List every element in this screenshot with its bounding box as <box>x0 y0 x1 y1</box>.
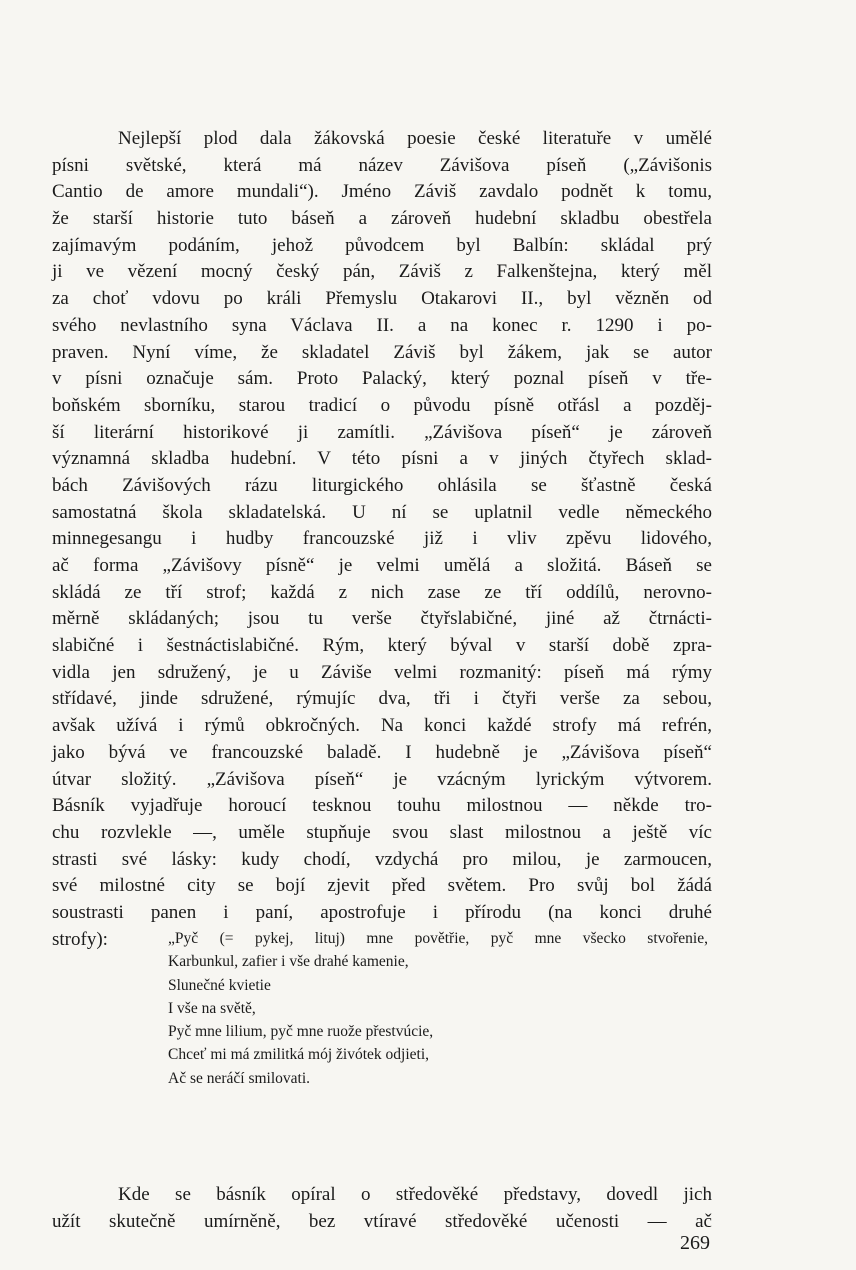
verse-line: Slunečné kvietie <box>168 976 271 994</box>
text-line: svého nevlastního syna Václava II. a na konec r. 1290 i po- <box>52 314 712 336</box>
verse-line: Karbunkul, zafier i vše drahé kamenie, <box>168 953 409 971</box>
text-line: střídavé, jinde sdružené, rýmujíc dva, tři i čtyři verše za sebou, <box>52 688 712 710</box>
text-line: slabičné i šestnáctislabičné. Rým, který býval v starší době zpra- <box>52 635 712 657</box>
text-line: ač forma „Závišovy písně“ je velmi umělá a složitá. Báseň se <box>52 555 712 576</box>
verse-quotation <box>168 927 708 1090</box>
main-paragraph <box>52 126 712 953</box>
verse-line: I vše na světě, <box>168 999 256 1017</box>
text-line: útvar složitý. „Závišova píseň“ je vzácným lyrickým výtvorem. <box>52 768 712 790</box>
verse-line: Chceť mi má zmilitká mój živótek odjieti, <box>168 1046 430 1064</box>
text-line: zajímavým podáním, jehož původcem byl Balbín: skládal prý <box>52 234 712 256</box>
text-line: své milostné city se bojí zjevit před světem. Pro svůj bol žádá <box>52 875 712 897</box>
text-line: písni světské, která má název Závišova píseň („Závišonis <box>52 154 712 176</box>
text-line: skládá ze tří strof; každá z nich zase ze tří oddílů, nerovno- <box>52 581 712 603</box>
text-line: jako bývá ve francouzské baladě. I hudebně je „Závišova píseň“ <box>52 741 712 763</box>
page-number: 269 <box>680 1232 710 1254</box>
text-line: Kde se básník opíral o středověké představy, dovedl jich <box>118 1184 712 1205</box>
text-line: Nejlepší plod dala žákovská poesie české literatuře v umělé <box>118 128 712 149</box>
text-line: samostatná škola skladatelská. U ní se uplatnil vedle německého <box>52 501 712 523</box>
text-line: za choť vdovu po králi Přemyslu Otakarovi II., byl vězněn od <box>52 288 712 310</box>
text-line: bách Závišových rázu liturgického ohlásila se šťastně česká <box>52 474 712 496</box>
text-line: boňském sborníku, starou tradicí o původu písně otřásl a pozděj- <box>52 394 712 416</box>
verse-line: Ač se neráčí smilovati. <box>168 1069 311 1087</box>
text-line: užít skutečně umírněně, bez vtíravé středověké učenosti — ač <box>52 1210 712 1232</box>
text-line: ji ve vězení mocný český pán, Záviš z Falkenštejna, který měl <box>52 261 712 283</box>
text-line: chu rozvlekle —, uměle stupňuje svou slast milostnou a ještě víc <box>52 821 712 843</box>
text-line: avšak užívá i rýmů obkročných. Na konci každé strofy má refrén, <box>52 715 712 737</box>
text-line: Básník vyjadřuje horoucí tesknou touhu milostnou — někde tro- <box>52 795 712 817</box>
text-line: minnegesangu i hudby francouzské již i vliv zpěvu lidového, <box>52 528 712 550</box>
text-line: praven. Nyní víme, že skladatel Záviš byl žákem, jak se autor <box>52 341 712 363</box>
text-line: Cantio de amore mundali“). Jméno Záviš zavdalo podnět k tomu, <box>52 181 712 203</box>
text-line: významná skladba hudební. V této písni a v jiných čtyřech sklad- <box>52 448 712 470</box>
closing-paragraph <box>52 1182 712 1235</box>
text-line: vidla jen sdružený, je u Záviše velmi rozmanitý: píseň má rýmy <box>52 661 712 683</box>
verse-line: „Pyč (= pykej, lituj) mne povětřie, pyč mne všecko stvořenie, <box>168 930 708 947</box>
text-line: ší literární historikové ji zamítli. „Závišova píseň“ je zároveň <box>52 421 712 443</box>
text-line: strasti své lásky: kudy chodí, vzdychá pro milou, je zarmoucen, <box>52 848 712 870</box>
text-line: měrně skládaných; jsou tu verše čtyřslabičné, jiné až čtrnácti- <box>52 608 712 630</box>
text-line: v písni označuje sám. Proto Palacký, který poznal píseň v tře- <box>52 368 712 390</box>
text-line: strofy): <box>52 928 108 950</box>
text-line: že starší historie tuto báseň a zároveň hudební skladbu obestřela <box>52 208 712 230</box>
verse-line: Pyč mne lilium, pyč mne ruože přestvúcie, <box>168 1023 434 1041</box>
text-line: soustrasti panen i paní, apostrofuje i přírodu (na konci druhé <box>52 901 712 923</box>
